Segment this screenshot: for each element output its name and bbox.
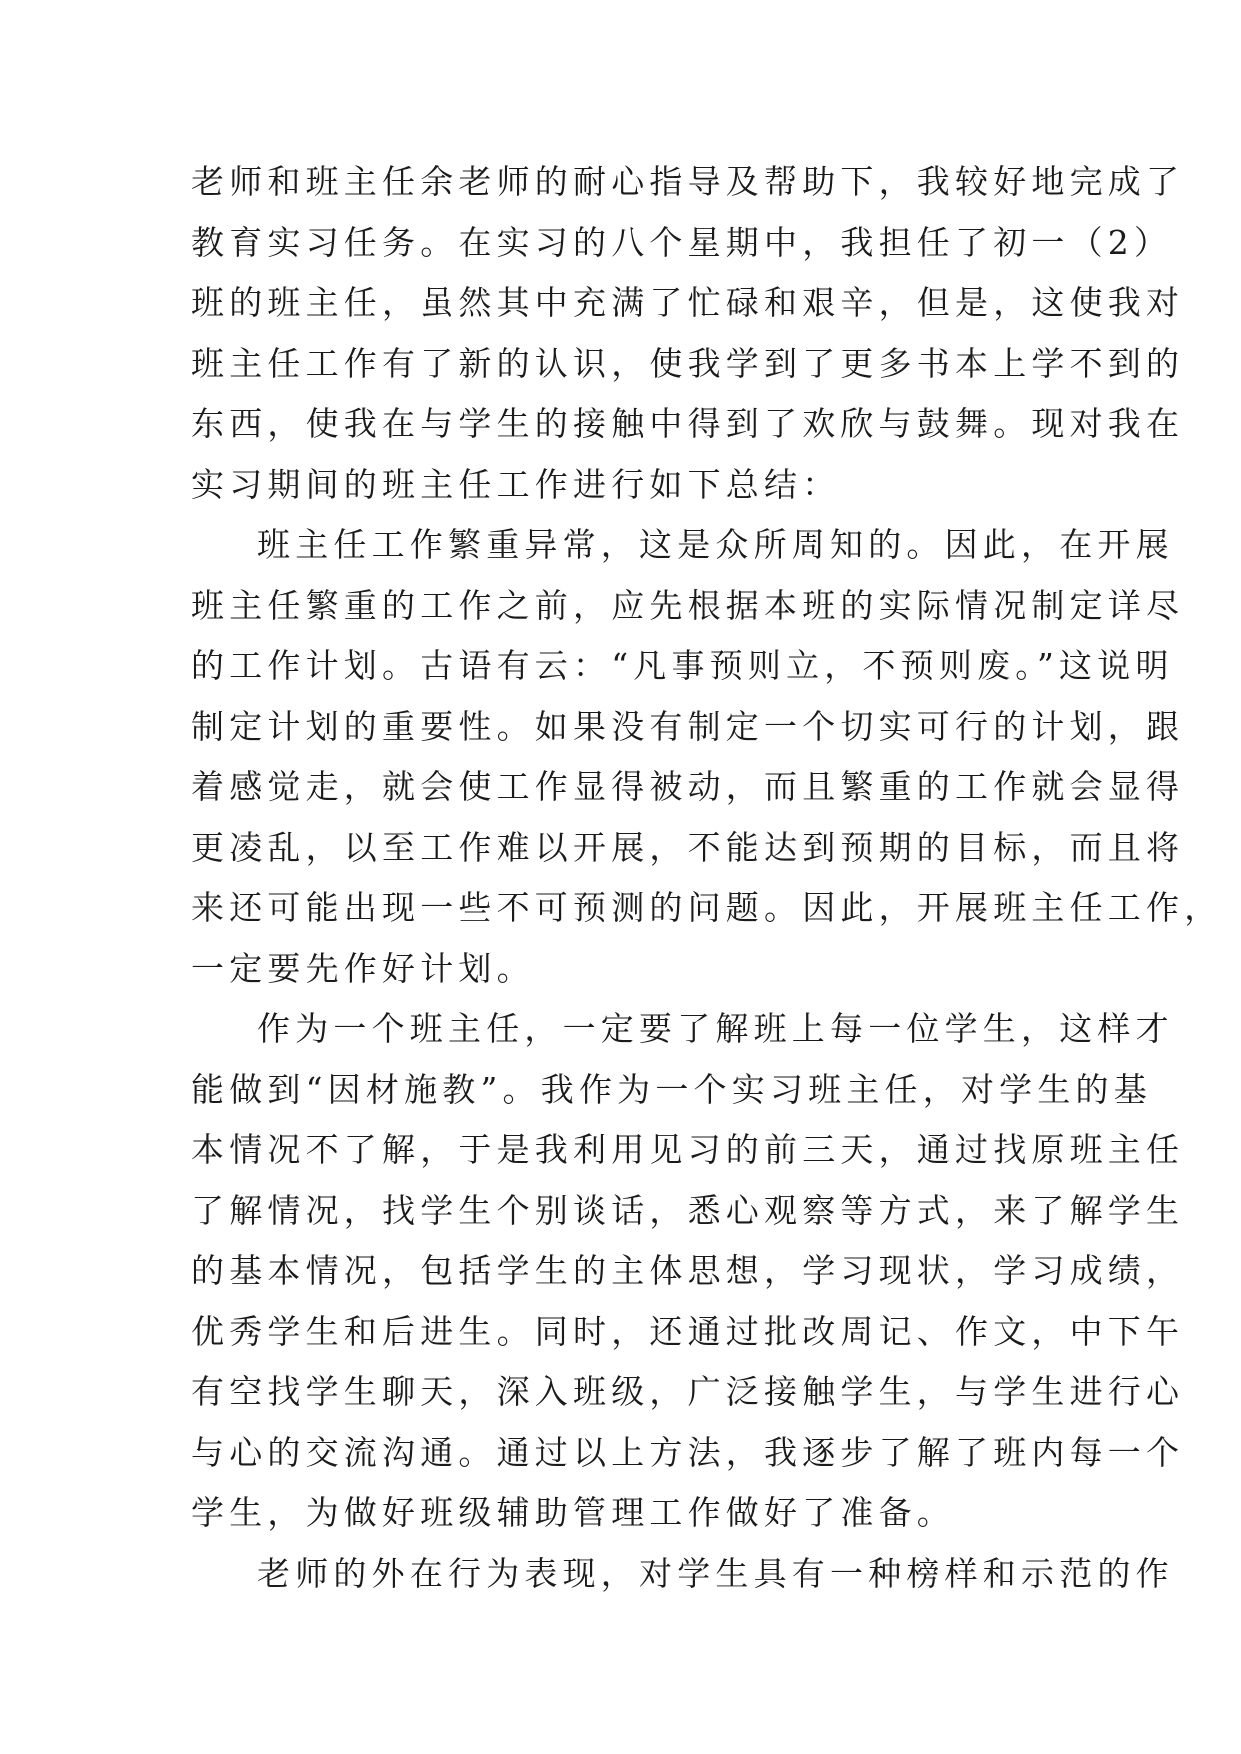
text-line: 更凌乱，以至工作难以开展，不能达到预期的目标，而且将 [191, 827, 1185, 867]
text-line: 制定计划的重要性。如果没有制定一个切实可行的计划，跟 [191, 706, 1185, 746]
text-line: 能做到“因材施教”。我作为一个实习班主任，对学生的基 [191, 1069, 1152, 1109]
text-line: 的工作计划。古语有云：“凡事预则立，不预则废。”这说明 [191, 646, 1174, 685]
text-line: 东西，使我在与学生的接触中得到了欢欣与鼓舞。现对我在 [191, 404, 1185, 443]
document-body [191, 152, 1223, 1604]
text-line: 来还可能出现一些不可预测的问题。因此，开展班主任工作， [191, 888, 1223, 927]
text-line: 本情况不了解，于是我利用见习的前三天，通过找原班主任 [191, 1130, 1185, 1169]
text-line: 学生，为做好班级辅助管理工作做好了准备。 [191, 1493, 955, 1532]
paragraph-start-line: 班主任工作繁重异常，这是众所周知的。因此，在开展 [257, 525, 1174, 564]
text-line: 一定要先作好计划。 [191, 948, 535, 988]
text-line: 有空找学生聊天，深入班级，广泛接触学生，与学生进行心 [191, 1372, 1185, 1411]
text-line: 班主任繁重的工作之前，应先根据本班的实际情况制定详尽 [191, 585, 1185, 625]
text-line: 的基本情况，包括学生的主体思想，学习现状，学习成绩， [191, 1251, 1185, 1290]
text-line: 教育实习任务。在实习的八个星期中，我担任了初一（2） [191, 222, 1173, 262]
text-line: 老师和班主任余老师的耐心指导及帮助下，我较好地完成了 [191, 162, 1185, 201]
text-line: 优秀学生和后进生。同时，还通过批改周记、作文，中下午 [191, 1311, 1185, 1351]
paragraph-start-line: 作为一个班主任，一定要了解班上每一位学生，这样才 [257, 1009, 1174, 1048]
text-line: 班主任工作有了新的认识，使我学到了更多书本上学不到的 [191, 343, 1185, 383]
text-line: 了解情况，找学生个别谈话，悉心观察等方式，来了解学生 [191, 1190, 1185, 1230]
text-line: 与心的交流沟通。通过以上方法，我逐步了解了班内每一个 [191, 1432, 1185, 1472]
paragraph-start-line: 老师的外在行为表现，对学生具有一种榜样和示范的作 [257, 1553, 1174, 1593]
text-line: 着感觉走，就会使工作显得被动，而且繁重的工作就会显得 [191, 767, 1185, 806]
text-line: 实习期间的班主任工作进行如下总结： [191, 464, 841, 504]
text-line: 班的班主任，虽然其中充满了忙碌和艰辛，但是，这使我对 [191, 283, 1185, 322]
